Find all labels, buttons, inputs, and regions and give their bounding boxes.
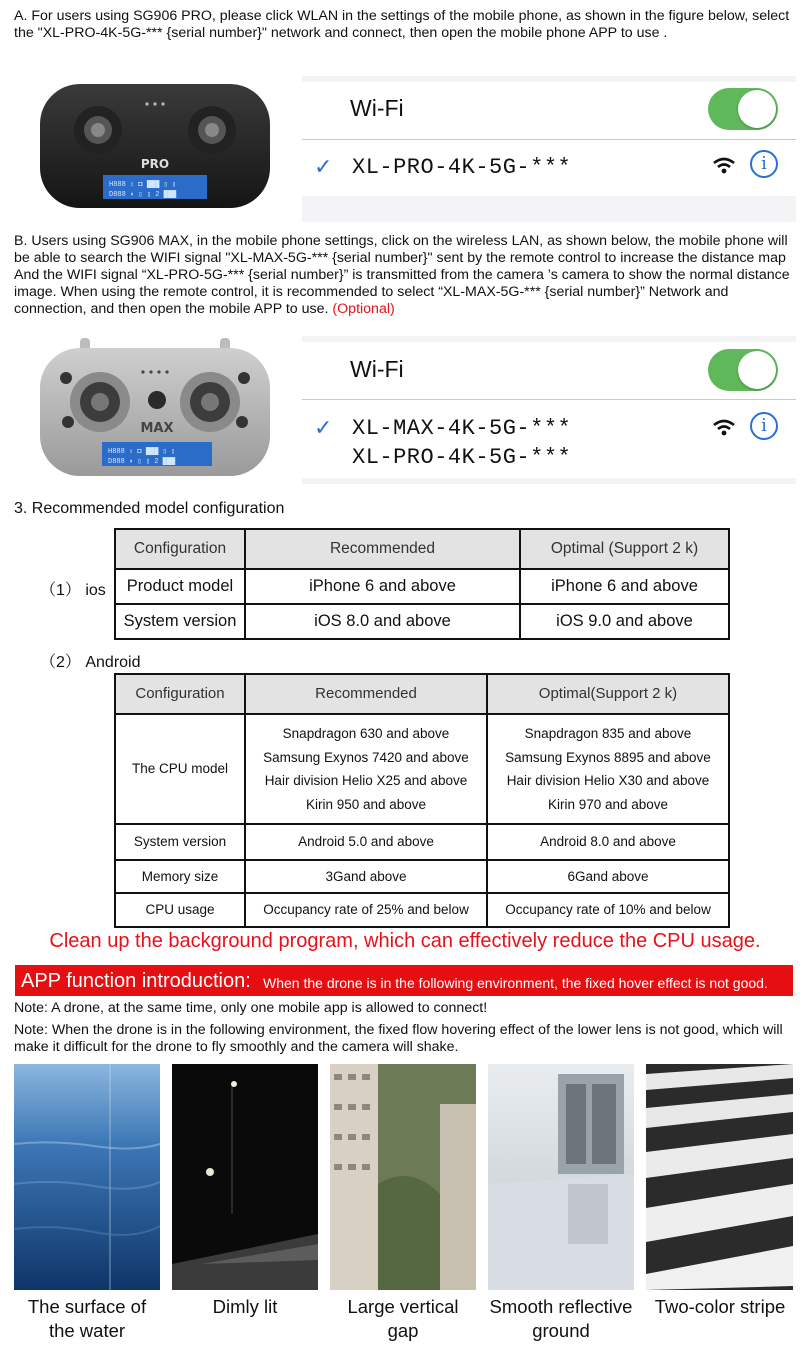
optional-label: (Optional) [332,301,395,317]
wifi-toggle[interactable] [708,88,778,130]
wifi-panel-b [302,336,796,484]
cpu-recommended-line: Snapdragon 630 and above [282,726,450,741]
cpu-recommended-line: Samsung Exynos 7420 and above [263,749,469,765]
max-label: MAX [140,421,174,436]
photo-vertical-gap [330,1064,476,1290]
wifi-network-max[interactable]: XL-MAX-4K-5G-*** [352,416,572,441]
cpu-optimal-line: Kirin 970 and above [547,796,669,812]
table-header: Configuration [115,674,245,714]
table-cell: 3Gand above [245,860,487,893]
caption-reflective-ground: Smooth reflective ground [489,1296,633,1341]
table-cell: iOS 9.0 and above [520,604,729,639]
table-cell: Product model [115,569,245,604]
cpu-optimal-line: Snapdragon 835 and above [524,726,692,741]
info-icon[interactable]: i [750,150,778,178]
table-cell: Android 5.0 and above [245,824,487,860]
photo-reflective-ground [488,1064,634,1290]
cpu-tip: Clean up the background program, which can effectively reduce the CPU usage. [49,930,761,952]
cpu-optimal-line: Hair division Helio X30 and above [506,773,710,788]
wifi-title: Wi-Fi [350,356,404,382]
info-icon[interactable]: i [750,412,778,440]
section-a-text: A. For users using SG906 PRO, please click WLAN in the settings of the mobile phone, as shown in the figure below, select the "XL-PRO-4K-5G-*** {serial number}" network and connect, then open the mobile phone APP to use . [14,8,790,41]
table-cell: iPhone 6 and above [245,569,520,604]
banner-title: APP function introduction: [21,970,251,992]
table-cell: System version [115,824,245,860]
checkmark-icon: ✓ [314,415,333,440]
table-cell [245,714,487,824]
table-header: Optimal(Support 2 k) [487,674,729,714]
note-1: Note: A drone, at the same time, only one mobile app is allowed to connect! [14,1000,488,1016]
wifi-toggle[interactable] [708,349,778,391]
note-2: Note: When the drone is in the following environment, the fixed flow hovering effect of the lower lens is not good, which will make it difficult for the drone to fly smoothly and the camera will shake. [14,1022,783,1055]
config-heading: 3. Recommended model configuration [14,500,285,517]
table-cell: The CPU model [115,714,245,824]
photo-water-surface [14,1064,160,1290]
table-cell: Android 8.0 and above [487,824,729,860]
pro-remote-image [38,80,272,212]
table-cell: Memory size [115,860,245,893]
cpu-recommended-line: Kirin 950 and above [305,796,427,812]
pro-label: PRO [140,157,170,171]
max-lcd-line2: D888 ◗ ▯ ▯ 2 ███ [108,458,176,466]
photo-two-color-stripe [646,1064,793,1290]
table-cell: System version [115,604,245,639]
table-header: Recommended [245,674,487,714]
table-cell: 6Gand above [487,860,729,893]
wifi-signal-icon [712,156,736,174]
wifi-title: Wi-Fi [350,95,404,121]
table-cell: Occupancy rate of 25% and below [245,893,487,927]
max-remote-image [38,336,272,478]
table-cell: CPU usage [115,893,245,927]
table-cell [487,714,729,824]
checkmark-icon: ✓ [314,154,333,179]
table-cell: iPhone 6 and above [520,569,729,604]
pro-lcd-line2: D888 ◗ ▯ ▯ 2 ███ [109,191,177,199]
photo-dimly-lit [172,1064,318,1290]
android-label: （2） Android [40,654,141,671]
max-lcd-line1: H888 ⇪ ◘ ███ ▯ ▯ [108,448,176,456]
wifi-panel-a [302,76,796,222]
pro-lcd-line1: H888 ⇪ ◘ ███ ▯ ▯ [109,181,177,189]
wifi-network-pro[interactable]: XL-PRO-4K-5G-*** [352,445,572,470]
table-header: Configuration [115,529,245,569]
section-b-text: B. Users using SG906 MAX, in the mobile phone settings, click on the wireless LAN, as shown below, the mobile phone will be able to search the WIFI signal "XL-MAX-5G-*** {serial number}" sent by the remote control to increase the distance map And the WIFI signal “XL-PRO-5G-*** {serial number}” is transmitted from the camera ’s camera to show the normal distance image. When using the remote control, it is recommended to select “XL-MAX-5G-*** {serial number}” Network and connection, and then open the mobile APP to use. (Optional) [14,233,790,317]
android-config-table [114,673,730,928]
caption-vertical-gap: Large vertical gap [347,1296,459,1341]
table-header: Optimal (Support 2 k) [520,529,729,569]
table-header: Recommended [245,529,520,569]
table-cell: Occupancy rate of 10% and below [487,893,729,927]
caption-two-color-stripe: Two-color stripe [654,1296,786,1317]
app-function-banner [15,965,793,996]
cpu-optimal-line: Samsung Exynos 8895 and above [505,749,711,765]
banner-subtitle: When the drone is in the following environment, the fixed hover effect is not good. [263,975,768,991]
table-cell: iOS 8.0 and above [245,604,520,639]
wifi-network-pro[interactable]: XL-PRO-4K-5G-*** [352,155,572,180]
ios-config-table [114,528,730,640]
ios-label: （1） ios [40,582,106,599]
wifi-signal-icon [712,418,736,436]
cpu-recommended-line: Hair division Helio X25 and above [264,773,468,788]
caption-water-surface: The surface of the water [27,1296,147,1341]
caption-dimly-lit: Dimly lit [212,1296,278,1317]
